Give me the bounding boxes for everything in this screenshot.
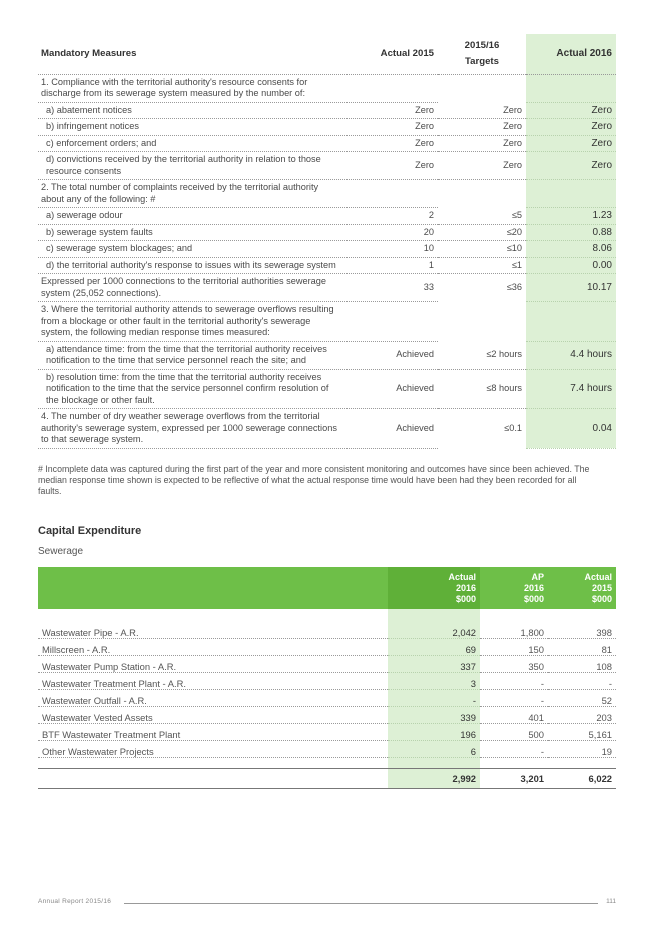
spacer-cell: [38, 609, 388, 621]
page-footer: [38, 898, 616, 910]
measure-actual-2016: 7.4 hours: [526, 369, 616, 409]
capex-header-actual-2016-l2: 2016: [455, 582, 476, 593]
measure-target: Zero: [438, 135, 526, 152]
measure-actual-2016: 0.88: [526, 224, 616, 241]
measure-actual-2015: Zero: [347, 119, 438, 136]
capex-item-label: Millscreen - A.R.: [38, 638, 388, 655]
measure-actual-2015: Zero: [347, 135, 438, 152]
measure-actual-2015: 1: [347, 257, 438, 274]
measure-row: [38, 180, 616, 208]
capex-header-row: [38, 567, 616, 609]
capex-spacer-row: [38, 609, 616, 621]
header-mandatory-measures: Mandatory Measures: [38, 34, 347, 74]
measure-label: 3. Where the territorial authority attends to sewerage overflows resulting from a blockage or other fault in the territorial authority's sewerage system, the following median response times measured:: [38, 302, 347, 342]
capex-actual-2015: -: [548, 672, 616, 689]
capex-header-ap-2016-l3: $000: [523, 593, 544, 604]
capex-body: [38, 609, 616, 788]
measure-label: d) the territorial authority's response to issues with its sewerage system: [38, 257, 347, 274]
measure-label: 4. The number of dry weather sewerage overflows from the territorial authority's sewerage system, expressed per 1000 sewerage connections to that sewerage system.: [38, 409, 347, 449]
measure-row: [38, 135, 616, 152]
capex-item-label: Wastewater Pipe - A.R.: [38, 621, 388, 638]
capex-item-label: Wastewater Outfall - A.R.: [38, 689, 388, 706]
measure-label: 2. The total number of complaints received by the territorial authority about any of the following: #: [38, 180, 347, 208]
header-actual-2015: Actual 2015: [347, 34, 438, 74]
measure-actual-2016: [526, 302, 616, 342]
spacer-cell: [480, 609, 548, 621]
capex-actual-2016: 337: [388, 655, 480, 672]
measure-label: 1. Compliance with the territorial authority's resource consents for discharge from its sewerage system measured by the number of:: [38, 74, 347, 102]
capex-total-ap-2016: 3,201: [480, 768, 548, 788]
capex-header-actual-2015: [548, 567, 616, 609]
mandatory-measures-body: [38, 74, 616, 448]
page-number: 111: [606, 898, 616, 905]
capex-row: [38, 672, 616, 689]
capex-header-ap-2016-l2: 2016: [523, 582, 544, 593]
measure-actual-2015: Zero: [347, 152, 438, 180]
capex-actual-2016: 196: [388, 723, 480, 740]
measure-label: b) infringement notices: [38, 119, 347, 136]
measure-actual-2015: Zero: [347, 102, 438, 119]
capex-actual-2015: 81: [548, 638, 616, 655]
capex-header-actual-2015-l1: Actual: [584, 571, 612, 582]
capex-header-item: [38, 567, 388, 609]
capex-header-actual-2016: [388, 567, 480, 609]
measure-actual-2015: 20: [347, 224, 438, 241]
measure-actual-2015: 10: [347, 241, 438, 258]
measure-label: c) sewerage system blockages; and: [38, 241, 347, 258]
capex-header-actual-2015-l3: $000: [591, 593, 612, 604]
measure-row: [38, 119, 616, 136]
capex-row: [38, 638, 616, 655]
capex-table: [38, 567, 616, 789]
measure-target: ≤8 hours: [438, 369, 526, 409]
capex-header-actual-2016-l1: Actual: [448, 571, 476, 582]
capex-actual-2015: 108: [548, 655, 616, 672]
measure-target: [438, 74, 526, 102]
measure-target: ≤0.1: [504, 422, 522, 433]
spacer-cell: [548, 609, 616, 621]
measure-target: ≤36: [506, 281, 522, 292]
measure-actual-2015: 33: [347, 274, 438, 302]
capex-actual-2016: 3: [388, 672, 480, 689]
capex-total-label: [38, 768, 388, 788]
measure-actual-2015: Achieved: [347, 409, 438, 449]
measure-actual-2015: [347, 180, 438, 208]
blank-cell: [480, 757, 548, 768]
measure-actual-2016: [526, 74, 616, 102]
mandatory-measures-table: [38, 34, 616, 449]
measure-actual-2016: [526, 180, 616, 208]
measure-label: b) resolution time: from the time that the territorial authority receives notification to the time that the service personnel confirm resolution of the blockage or other fault.: [38, 369, 347, 409]
measure-row: [38, 257, 616, 274]
measure-row: [38, 102, 616, 119]
measure-actual-2015: [347, 74, 438, 102]
capex-ap-2016: 500: [480, 723, 548, 740]
measure-actual-2016: Zero: [526, 119, 616, 136]
capex-row: [38, 723, 616, 740]
header-actual-2016: Actual 2016: [526, 34, 616, 74]
capex-actual-2016: 339: [388, 706, 480, 723]
measure-actual-2016: 10.17: [526, 274, 616, 302]
capex-actual-2016: 69: [388, 638, 480, 655]
spacer-cell: [388, 609, 480, 621]
measure-row: [38, 341, 616, 369]
capex-actual-2016: 2,042: [388, 621, 480, 638]
measure-target: [438, 302, 526, 342]
measure-actual-2015: Achieved: [347, 369, 438, 409]
blank-cell: [38, 757, 388, 768]
capex-actual-2015: 52: [548, 689, 616, 706]
capex-item-label: Wastewater Pump Station - A.R.: [38, 655, 388, 672]
blank-cell: [388, 757, 480, 768]
capex-item-label: Wastewater Vested Assets: [38, 706, 388, 723]
measure-actual-2016: Zero: [526, 135, 616, 152]
measure-target: Zero: [438, 102, 526, 119]
measures-footnote: # Incomplete data was captured during the first part of the year and more consistent monitoring and outcomes have since been achieved. The median response time shown is expected to be reflective of what the actual response time would have been had they been recorded for all faults.: [38, 464, 590, 496]
capex-row: [38, 621, 616, 638]
measure-target: ≤2 hours: [438, 341, 526, 369]
capex-actual-2015: 19: [548, 740, 616, 757]
header-targets: [438, 34, 526, 74]
measure-actual-2015: Achieved: [347, 341, 438, 369]
measure-label: a) abatement notices: [38, 102, 347, 119]
measure-target: Zero: [438, 119, 526, 136]
footer-label: Annual Report 2015/16: [38, 898, 112, 905]
measure-label: d) convictions received by the territorial authority in relation to those resource consents: [38, 152, 347, 180]
mandatory-measures-header-row: [38, 34, 616, 74]
capex-row: [38, 706, 616, 723]
capex-blank-row: [38, 757, 616, 768]
footer-divider: [124, 903, 598, 904]
measure-actual-2016: 0.04: [526, 409, 616, 449]
measure-label: c) enforcement orders; and: [38, 135, 347, 152]
measure-label: a) sewerage odour: [38, 208, 347, 225]
measure-target: ≤20: [438, 224, 526, 241]
capex-header-ap-2016-l1: AP: [531, 571, 544, 582]
measure-row: [38, 74, 616, 102]
measure-row: [38, 224, 616, 241]
measure-actual-2016: Zero: [526, 102, 616, 119]
capex-ap-2016: 350: [480, 655, 548, 672]
capex-ap-2016: -: [480, 740, 548, 757]
capex-item-label: Other Wastewater Projects: [38, 740, 388, 757]
capex-ap-2016: -: [480, 689, 548, 706]
capex-header-actual-2015-l2: 2015: [591, 582, 612, 593]
measure-row: [38, 274, 616, 302]
measure-actual-2016: 0.00: [526, 257, 616, 274]
measure-label: a) attendance time: from the time that the territorial authority receives notification to the time that service personnel reach the site; and: [38, 341, 347, 369]
measure-row: [38, 208, 616, 225]
measure-target: [438, 180, 526, 208]
measure-row: [38, 241, 616, 258]
measure-label: Expressed per 1000 connections to the territorial authorities sewerage system (25,052 connections).: [38, 274, 347, 302]
capex-actual-2015: 398: [548, 621, 616, 638]
measure-row: [38, 369, 616, 409]
capex-total-row: [38, 768, 616, 788]
measure-actual-2015: [347, 302, 438, 342]
measure-target: ≤5: [438, 208, 526, 225]
capex-row: [38, 689, 616, 706]
measure-actual-2016: 4.4 hours: [526, 341, 616, 369]
capex-actual-2015: 203: [548, 706, 616, 723]
blank-cell: [548, 757, 616, 768]
capex-header-actual-2016-l3: $000: [455, 593, 476, 604]
measure-target: ≤10: [438, 241, 526, 258]
capex-ap-2016: 1,800: [480, 621, 548, 638]
capex-title: Capital Expenditure: [38, 525, 142, 537]
capex-actual-2016: 6: [388, 740, 480, 757]
capex-row: [38, 740, 616, 757]
measure-label: b) sewerage system faults: [38, 224, 347, 241]
header-targets-label: 2015/16 Targets: [464, 39, 500, 67]
measure-actual-2016: Zero: [526, 152, 616, 180]
capex-total-actual-2015: 6,022: [548, 768, 616, 788]
measure-target: ≤1: [438, 257, 526, 274]
capex-row: [38, 655, 616, 672]
capex-ap-2016: 401: [480, 706, 548, 723]
capex-total-actual-2016: 2,992: [388, 768, 480, 788]
measure-actual-2015: 2: [347, 208, 438, 225]
capex-actual-2015: 5,161: [548, 723, 616, 740]
capex-item-label: BTF Wastewater Treatment Plant: [38, 723, 388, 740]
capex-ap-2016: -: [480, 672, 548, 689]
measure-row: [38, 409, 616, 449]
measure-row: [38, 302, 616, 342]
measure-actual-2016: 1.23: [526, 208, 616, 225]
measure-target: Zero: [438, 152, 526, 180]
capex-actual-2016: -: [388, 689, 480, 706]
capex-item-label: Wastewater Treatment Plant - A.R.: [38, 672, 388, 689]
capex-header-ap-2016: [480, 567, 548, 609]
capex-ap-2016: 150: [480, 638, 548, 655]
measure-row: [38, 152, 616, 180]
capex-subtitle: Sewerage: [38, 546, 84, 557]
measure-actual-2016: 8.06: [526, 241, 616, 258]
